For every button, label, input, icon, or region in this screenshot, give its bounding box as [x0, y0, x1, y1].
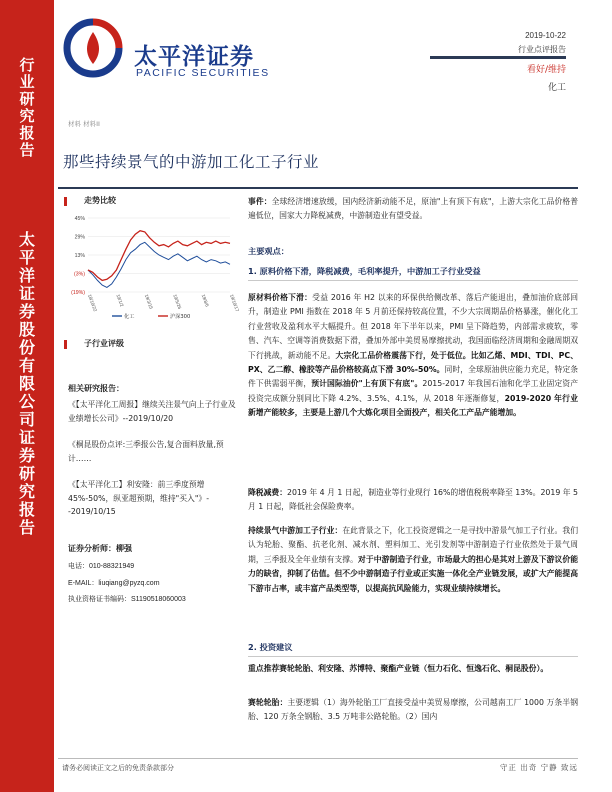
- p1-text-d: 预计国际油价"上有顶下有底"。: [311, 379, 423, 389]
- related-reports-heading: 相关研究报告：: [68, 384, 124, 393]
- side-label-char: 报: [19, 124, 35, 142]
- rec-text: 重点推荐赛轮轮胎、利安隆、苏博特、聚酯产业链（恒力石化、恒逸石化、桐昆股份）。: [248, 664, 549, 673]
- side-label-char: 报: [18, 500, 35, 519]
- y-tick-label: 29%: [74, 234, 85, 241]
- side-label-char: 太: [18, 230, 35, 249]
- header-rule: [430, 56, 566, 59]
- related-report-item[interactable]: 《【太平洋化工周报】继续关注景气向上子行业及业绩增长公司》--2019/10/20: [68, 400, 236, 423]
- rec2-label: 赛轮轮胎：: [248, 698, 288, 707]
- sub-rating-heading: 子行业评级: [84, 339, 124, 348]
- side-label-char: 究: [18, 482, 35, 501]
- sailun-paragraph: [248, 696, 578, 725]
- page-title: 那些持续景气的中游加工化工子行业: [63, 153, 320, 171]
- side-label-char: 研: [18, 464, 35, 483]
- analyst-email[interactable]: E-MAIL：liuqiang@pyzq.com: [68, 580, 160, 587]
- x-tick-label: 19/5/26: [172, 293, 183, 310]
- side-label-bottom: [0, 232, 54, 536]
- y-tick-label: (19%): [71, 290, 85, 296]
- industry-path: 材料 材料II: [68, 120, 100, 128]
- rec2-text: 主要逻辑（1）海外轮胎工厂直接受益中美贸易摩擦，公司越南工厂 1000 万条半钢胎、120 万条全钢胎、3.5 万吨非公路轮胎。（2）国内: [248, 698, 578, 722]
- side-label-char: 平: [18, 248, 35, 267]
- side-label-char: 行: [19, 56, 35, 74]
- legend-label: 沪深300: [170, 314, 191, 320]
- p3-text-b: 对于中游制造子行业，市场最大的担心是其对上游及下游议价能力的缺省，抑制了估值。但不少中游制造子行业或正实施一体化全产业链发展，或扩大产能提高下游市占率，或丰富产品类型等，以提高抗风险能力，实现业绩持续增长。: [248, 554, 579, 593]
- section-marker: [64, 197, 67, 206]
- side-label-char: 股: [18, 320, 35, 339]
- section-marker: [64, 340, 67, 349]
- side-label-char: 份: [18, 338, 35, 357]
- trend-chart: [64, 210, 240, 320]
- y-tick-label: 13%: [74, 253, 85, 259]
- main-points-heading: 主要观点：: [248, 246, 289, 256]
- p1-label: 原材料价格下滑：: [248, 293, 313, 302]
- side-label-char: 研: [19, 90, 35, 108]
- side-label-char: 券: [18, 302, 35, 321]
- disclaimer-note: 请务必阅读正文之后的免责条款部分: [62, 764, 174, 772]
- event-text: 全球经济增速放缓，国内经济新动能不足，原油"上有顶下有底"，上游大宗化工品价格普遍低位，国家大力降税减费，中游制造业有望受益。: [248, 197, 579, 221]
- p1-text-f: 2019-2020 年行业新增产能较多，主要是上游几个大炼化项目全面投产，相关化工产品产能增加。: [248, 393, 579, 418]
- side-label-char: 证: [18, 284, 35, 303]
- p1-text-c: 同时，全球原油供应能力充足，特定条件下供需弱平衡，: [248, 365, 579, 389]
- side-label-char: 券: [18, 446, 35, 465]
- x-tick-label: 19/8/6: [200, 293, 210, 308]
- event-paragraph: [248, 195, 578, 224]
- footer-rule: [58, 758, 578, 759]
- series-line-chemical: [88, 242, 230, 287]
- pacific-logo-icon: [63, 18, 123, 78]
- side-label-char: 司: [18, 410, 35, 429]
- section-rule: [248, 656, 578, 657]
- midstream-paragraph: [248, 524, 578, 596]
- point2-heading: 2. 投资建议: [248, 642, 293, 652]
- p1-text-a: 受益 2016 年 H2 以来的环保供给侧改革、落后产能退出，叠加油价底部回升，制造业 PMI 指数在 2018 年 5 月前还保持较高位置，不少大宗周期品价格暴涨，催化化工行业营收及盈利水平大幅提升。但 2018 年下半年以来，PMI 呈下降趋势，内部需求疲软，零售、汽车、空调等消费数据下滑，叠加外部中美贸易摩擦扰动，我国面临经济周期和金融周期双下行挑战，新动能不足。: [248, 293, 579, 360]
- event-label: 事件：: [248, 197, 272, 206]
- side-label-char: 业: [19, 73, 35, 91]
- point1-heading: 1. 原料价格下滑，降税减费，毛利率提升，中游加工子行业受益: [248, 266, 481, 276]
- analyst-heading: 证券分析师：柳强: [68, 544, 132, 553]
- x-tick-label: 19/1/2: [115, 293, 125, 308]
- title-rule: [58, 187, 578, 189]
- company-slogan: 守正 出奇 宁静 致远: [499, 763, 578, 772]
- x-tick-label: 19/10/17: [229, 293, 240, 313]
- analyst-license: 执业资格证书编码：S1190518060003: [68, 596, 186, 603]
- related-report-item[interactable]: 《【太平洋化工】利安隆：前三季度预增 45%-50%，纵亚超预期，维持"买入"》--2019/10/15: [68, 480, 210, 516]
- raw-material-paragraph: [248, 291, 578, 421]
- report-date: 2019-10-22: [525, 31, 566, 40]
- side-label-char: 公: [18, 392, 35, 411]
- x-tick-label: 18/10/22: [87, 293, 98, 313]
- side-label-char: 告: [18, 518, 35, 537]
- p2-text: 2019 年 4 月 1 日起，制造业等行业现行 16%的增值税税率降至 13%。2019 年 5 月 1 日起，降低社会保险费率。: [248, 488, 579, 512]
- analyst-phone: 电话：010-88321949: [68, 563, 135, 570]
- related-report-item[interactable]: 《桐昆股份点评:三季报公告,复合面料放量,预计……: [68, 440, 224, 463]
- side-label-char: 有: [18, 356, 35, 375]
- p1-text-e: 2015-2017 年我国石油和化学工业固定资产投资完成额分别同比下降 4.2%、3.5%、4.1%，从 2018 年逐渐修复，: [248, 379, 579, 403]
- side-label-char: 洋: [18, 266, 35, 285]
- side-label-char: 证: [18, 428, 35, 447]
- section-rule: [248, 280, 578, 281]
- brand-name-cn: 太平洋证券: [134, 44, 254, 70]
- rating: 看好/维持: [526, 65, 566, 75]
- trend-heading: 走势比较: [84, 196, 116, 205]
- x-tick-label: 19/3/15: [143, 293, 154, 310]
- p3-label: 持续景气中游加工子行业：: [248, 526, 343, 535]
- report-type: 行业点评报告: [518, 45, 566, 54]
- y-tick-label: (3%): [74, 271, 85, 278]
- p2-label: 降税减费：: [248, 488, 288, 497]
- side-label-char: 限: [18, 374, 35, 393]
- tax-cut-paragraph: [248, 486, 578, 515]
- y-tick-label: 45%: [74, 216, 85, 222]
- p1-text-b: 大宗化工品价格震荡下行，处于低位。比如乙烯、MDI、TDI、PC、PX、乙二醇、橡胶等产品价格较高点下滑 30%-50%。: [248, 350, 578, 375]
- recommendation-paragraph: [248, 662, 578, 676]
- p3-text-a: 在此背景之下，化工投资逻辑之一是寻找中游景气加工子行业。我们认为轮胎、聚酯、抗老化剂、减水剂、塑料加工、光引发剂等中游制造子行业依然处于景气周期，三季报及全年业绩有支撑。: [248, 526, 579, 564]
- sector: 化工: [547, 83, 566, 93]
- brand-name-en: PACIFIC SECURITIES: [136, 67, 270, 79]
- side-label-char: 究: [19, 107, 35, 125]
- side-label-top: [0, 58, 54, 158]
- side-label-char: 告: [19, 141, 35, 159]
- legend-label: 化工: [124, 314, 135, 320]
